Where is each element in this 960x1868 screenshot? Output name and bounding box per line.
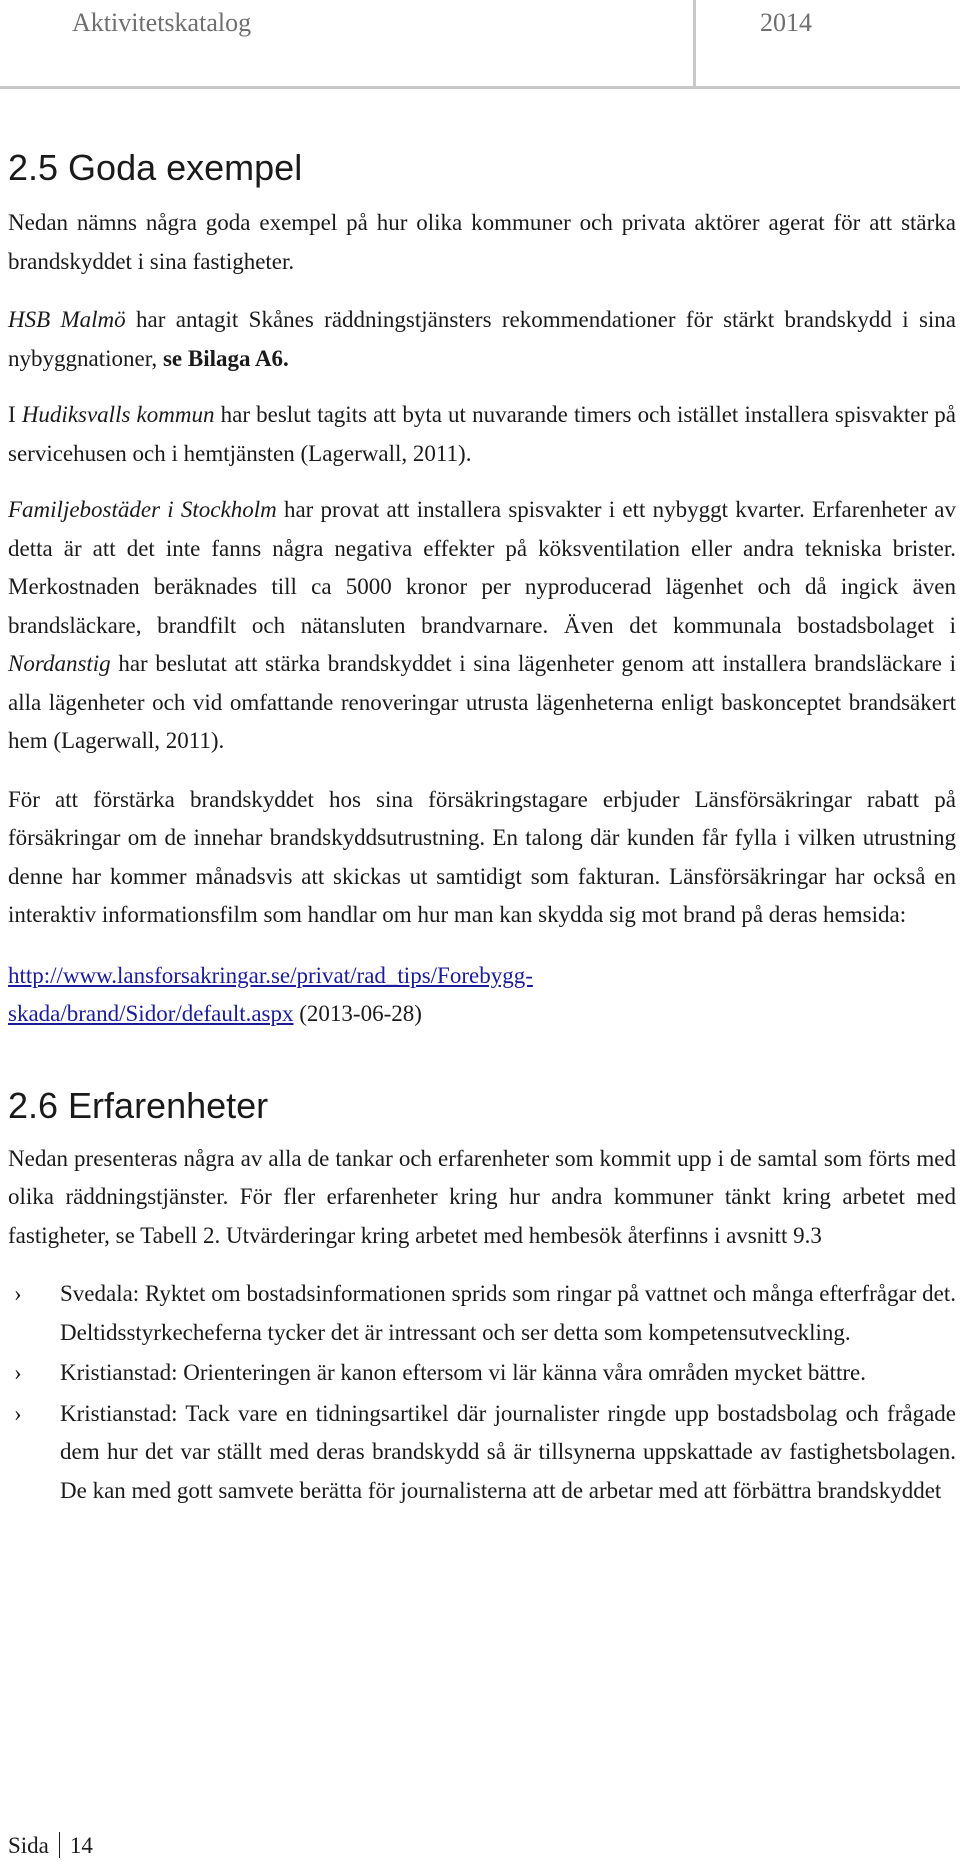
link-date: (2013-06-28) — [293, 1001, 422, 1026]
nordanstig-text: har beslutat att stärka brandskyddet i sina lägenheter genom att installera brandsläckare i alla lägenheter och vid omfattande renoveringar utrusta lägenheterna enligt baskonceptet brandsäkert hem (Lagerwall, 2011). — [8, 651, 956, 753]
hudiksvall-name: Hudiksvalls kommun — [21, 402, 215, 427]
section-heading-2-6: 2.6 Erfarenheter — [8, 1084, 269, 1126]
page-content — [8, 140, 956, 1512]
bullet-icon: › — [14, 1360, 22, 1385]
footer-divider — [59, 1832, 60, 1858]
footer-label: Sida — [8, 1833, 49, 1858]
hsb-name: HSB Malmö — [8, 307, 126, 332]
familjebostader-text: har provat att installera spisvakter i ett nybyggt kvarter. Erfarenheter av detta är att det inte fanns några negativa effekter på köksventilation eller andra tekniska brister. Merkostnaden beräknades till ca 5000 kronor per nyproducerad lägenhet och då ingick även brandsläckare, brandfilt och nätansluten brandvarnare. Även det kommunala bostadsbolaget i — [8, 497, 956, 638]
page-footer — [8, 1832, 93, 1859]
experience-list — [8, 1275, 956, 1510]
hudiksvall-paragraph — [8, 396, 956, 473]
header-catalog-title: Aktivitetskatalog — [72, 8, 252, 37]
experience-intro-paragraph: Nedan presenteras några av alla de tankar och erfarenheter som kommit upp i de samtal som förts med olika räddningstjänster. För fler erfarenheter kring hur andra kommuner tänkt kring arbetet med fastigheter, se Tabell 2. Utvärderingar kring arbetet med hembesök återfinns i avsnitt 9.3 — [8, 1145, 956, 1248]
link-line-2[interactable]: skada/brand/Sidor/default.aspx — [8, 1001, 294, 1026]
familjebostader-paragraph — [8, 491, 956, 761]
hudiksvall-text: har beslut tagits att byta ut nuvarande timers och istället installera spisvakter på servicehusen och i hemtjänsten (Lagerwall, 2011). — [8, 402, 956, 466]
list-item — [8, 1354, 956, 1393]
list-item-text: Svedala: Ryktet om bostadsinformationen sprids som ringar på vattnet och många efterfrågar det. Deltidsstyrkecheferna tycker det är intressant och ser detta som kompetensutveckling. — [60, 1281, 956, 1345]
hsb-paragraph — [8, 301, 956, 378]
page-number: 14 — [69, 1833, 93, 1858]
hudiksvall-prefix: I — [8, 402, 22, 427]
list-item — [8, 1395, 956, 1511]
list-item — [8, 1275, 956, 1352]
link-line-1[interactable]: http://www.lansforsakringar.se/privat/rad_tips/Forebygg- — [8, 962, 533, 988]
hsb-text: har antagit Skånes räddningstjänsters rekommendationer för stärkt brandskydd i sina nybyggnationer, — [8, 307, 956, 371]
list-item-text: Kristianstad: Orienteringen är kanon eftersom vi lär känna våra områden mycket bättre. — [60, 1360, 866, 1385]
bullet-icon: › — [14, 1281, 22, 1306]
familjebostader-name: Familjebostäder i Stockholm — [8, 497, 277, 522]
list-item-text: Kristianstad: Tack vare en tidningsartikel där journalister ringde upp bostadsbolag och frågade dem hur det var ställt med deras brandskydd så är tillsynerna uppskattade av fastighetsbolagen. De kan med gott samvete berätta för journalisterna att de arbetar med att förbättra brandskyddet — [60, 1400, 956, 1503]
nordanstig-name: Nordanstig — [8, 651, 111, 676]
page-header — [0, 0, 960, 89]
link-paragraph — [8, 957, 956, 1034]
intro-paragraph: Nedan nämns några goda exempel på hur olika kommuner och privata aktörer agerat för att stärka brandskyddet i sina fastigheter. — [8, 210, 956, 274]
hsb-reference: se Bilaga A6. — [162, 345, 289, 371]
lansforsakringar-link[interactable] — [8, 963, 533, 1027]
header-year: 2014 — [760, 8, 812, 37]
lansforsakringar-paragraph: För att förstärka brandskyddet hos sina försäkringstagare erbjuder Länsförsäkringar rabatt på försäkringar om de innehar brandskyddsutrustning. En talong där kunden får fylla i vilken utrustning denne har kommer månadsvis att skickas ut samtidigt som fakturan. Länsförsäkringar har också en interaktiv informationsfilm som handlar om hur man kan skydda sig mot brand på deras hemsida: — [8, 786, 956, 927]
header-divider — [693, 0, 696, 86]
bullet-icon: › — [14, 1400, 22, 1426]
section-heading-2-5: 2.5 Goda exempel — [8, 147, 303, 188]
